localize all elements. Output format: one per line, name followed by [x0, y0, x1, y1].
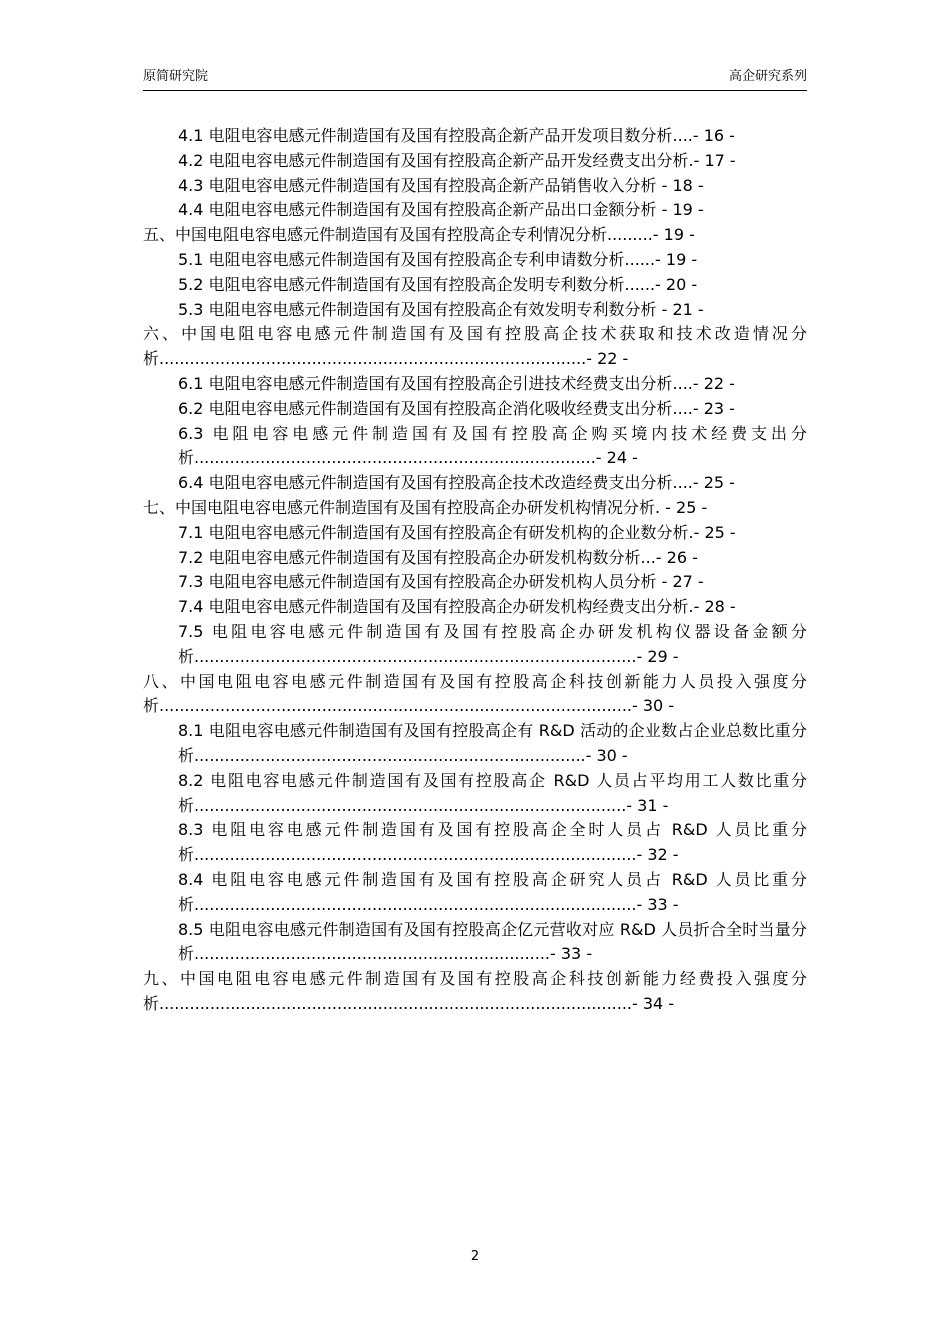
toc-section-7[interactable]: 七、中国电阻电容电感元件制造国有及国有控股高企办研发机构情况分析. - 25 - — [143, 497, 708, 517]
page-header — [143, 68, 807, 91]
table-of-contents — [143, 124, 807, 1017]
toc-entry-4-4[interactable]: 4.4 电阻电容电感元件制造国有及国有控股高企新产品出口金额分析 - 19 - — [178, 200, 704, 220]
toc-entry-5-3[interactable]: 5.3 电阻电容电感元件制造国有及国有控股高企有效发明专利数分析 - 21 - — [178, 299, 704, 319]
toc-section-6[interactable]: 六、中国电阻电容电感元件制造国有及国有控股高企技术获取和技术改造情况分析....................................................................................- 22 - — [143, 324, 807, 369]
page-number: 2 — [470, 1249, 480, 1264]
toc-section-9[interactable]: 九、中国电阻电容电感元件制造国有及国有控股高企科技创新能力经费投入强度分析.............................................................................................- 34 - — [143, 969, 807, 1013]
toc-entry-6-2[interactable]: 6.2 电阻电容电感元件制造国有及国有控股高企消化吸收经费支出分析....- 23 - — [178, 398, 735, 418]
toc-entry-5-1[interactable]: 5.1 电阻电容电感元件制造国有及国有控股高企专利申请数分析......- 19 - — [178, 249, 698, 269]
toc-entry-5-2[interactable]: 5.2 电阻电容电感元件制造国有及国有控股高企发明专利数分析......- 20 - — [178, 274, 698, 294]
toc-entry-7-4[interactable]: 7.4 电阻电容电感元件制造国有及国有控股高企办研发机构经费支出分析.- 28 - — [178, 597, 736, 617]
toc-entry-4-1[interactable]: 4.1 电阻电容电感元件制造国有及国有控股高企新产品开发项目数分析....- 16 - — [178, 126, 735, 145]
toc-entry-6-3[interactable]: 6.3 电阻电容电感元件制造国有及国有控股高企购买境内技术经费支出分析...............................................................................- 24 - — [178, 423, 807, 468]
header-series-name: 高企研究系列 — [728, 69, 807, 84]
toc-entry-8-3[interactable]: 8.3 电阻电容电感元件制造国有及国有控股高企全时人员占 R&D 人员比重分析.......................................................................................- 32 - — [178, 820, 807, 865]
toc-entry-4-2[interactable]: 4.2 电阻电容电感元件制造国有及国有控股高企新产品开发经费支出分析.- 17 - — [178, 150, 736, 170]
toc-entry-8-4[interactable]: 8.4 电阻电容电感元件制造国有及国有控股高企研究人员占 R&D 人员比重分析.......................................................................................- 33 - — [178, 869, 807, 914]
header-org-name: 原简研究院 — [143, 69, 209, 84]
toc-entry-8-5[interactable]: 8.5 电阻电容电感元件制造国有及国有控股高企亿元营收对应 R&D 人员折合全时当量分析......................................................................- 33 - — [178, 919, 807, 964]
toc-entry-6-1[interactable]: 6.1 电阻电容电感元件制造国有及国有控股高企引进技术经费支出分析....- 22 - — [178, 373, 735, 393]
toc-section-5[interactable]: 五、中国电阻电容电感元件制造国有及国有控股高企专利情况分析.........- 19 - — [143, 225, 695, 245]
toc-entry-7-3[interactable]: 7.3 电阻电容电感元件制造国有及国有控股高企办研发机构人员分析 - 27 - — [178, 572, 704, 592]
toc-entry-7-2[interactable]: 7.2 电阻电容电感元件制造国有及国有控股高企办研发机构数分析...- 26 - — [178, 547, 698, 567]
toc-entry-7-1[interactable]: 7.1 电阻电容电感元件制造国有及国有控股高企有研发机构的企业数分析.- 25 - — [178, 522, 736, 542]
toc-entry-7-5[interactable]: 7.5 电阻电容电感元件制造国有及国有控股高企办研发机构仪器设备金额分析.......................................................................................- 29 - — [178, 621, 807, 666]
toc-section-8[interactable]: 八、中国电阻电容电感元件制造国有及国有控股高企科技创新能力人员投入强度分析.............................................................................................- 30 - — [143, 671, 807, 716]
toc-entry-6-4[interactable]: 6.4 电阻电容电感元件制造国有及国有控股高企技术改造经费支出分析....- 25 - — [178, 473, 735, 493]
toc-entry-8-2[interactable]: 8.2 电阻电容电感元件制造国有及国有控股高企 R&D 人员占平均用工人数比重分析.....................................................................................- 31 - — [178, 770, 807, 815]
toc-entry-8-1[interactable]: 8.1 电阻电容电感元件制造国有及国有控股高企有 R&D 活动的企业数占企业总数比重分析.............................................................................- 30 - — [178, 721, 807, 765]
toc-entry-4-3[interactable]: 4.3 电阻电容电感元件制造国有及国有控股高企新产品销售收入分析 - 18 - — [178, 175, 704, 195]
